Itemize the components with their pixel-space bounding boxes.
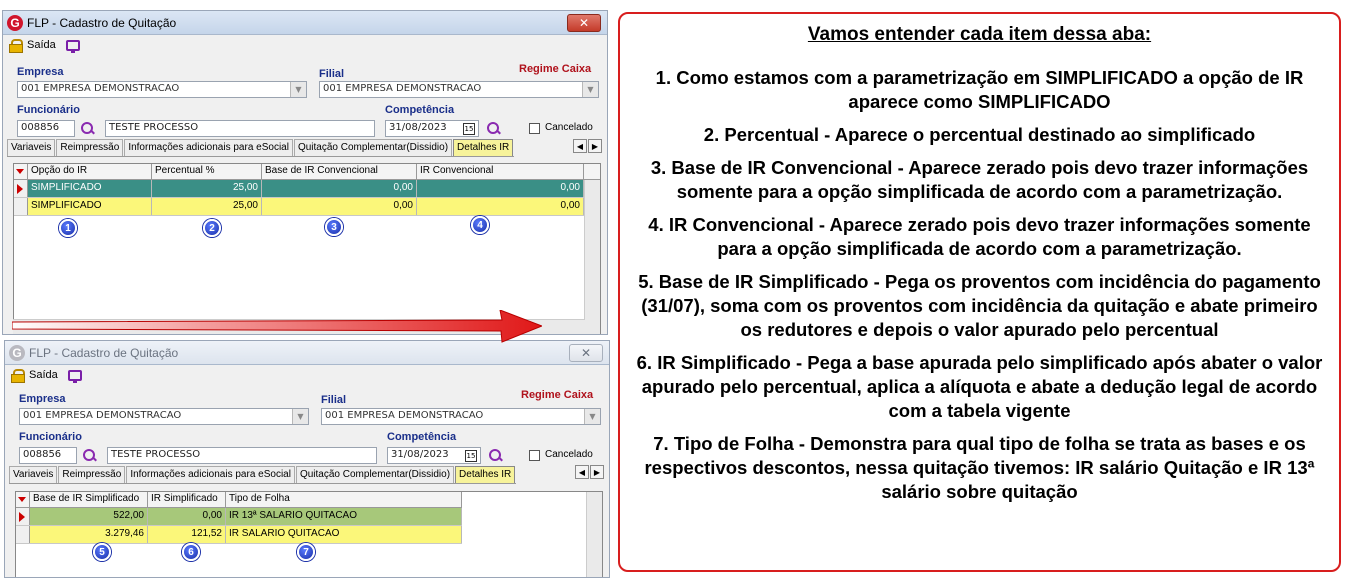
tab-variaveis[interactable]: Variaveis (7, 139, 55, 156)
cancelado-checkbox[interactable] (529, 450, 540, 461)
tab-quitacao-complementar[interactable]: Quitação Complementar(Dissidio) (296, 466, 454, 483)
col-base-ir-simplificado[interactable]: Base de IR Simplificado (30, 492, 148, 507)
chevron-right-icon[interactable]: ▶ (588, 139, 602, 153)
cell-opcao[interactable]: SIMPLIFICADO (28, 198, 152, 215)
filial-value: 001 EMPRESA DEMONSTRACAO (323, 83, 482, 94)
callout-heading: Vamos entender cada item dessa aba: (807, 24, 1152, 45)
competencia-field[interactable]: 31/08/2023 (385, 120, 479, 137)
callout-item-2: 2. Percentual - Aparece o percentual destinado ao simplificado (703, 124, 1256, 145)
tab-quitacao-complementar[interactable]: Quitação Complementar(Dissidio) (294, 139, 452, 156)
row-indicator-icon (14, 180, 28, 197)
row-indicator (14, 198, 28, 215)
app-logo-icon: G (7, 15, 23, 31)
window-title: FLP - Cadastro de Quitação (29, 345, 179, 360)
row-indicator (16, 526, 30, 543)
cell-percentual[interactable]: 25,00 (152, 198, 262, 215)
cancelado-checkbox[interactable] (529, 123, 540, 134)
search-icon[interactable] (489, 449, 503, 463)
competencia-field[interactable]: 31/08/2023 (387, 447, 481, 464)
calendar-icon[interactable]: 15 (464, 125, 474, 133)
ir-grid-bottom (15, 491, 603, 578)
cell-opcao[interactable]: SIMPLIFICADO (28, 180, 152, 197)
tab-bar (7, 139, 514, 157)
close-button[interactable]: ✕ (569, 344, 603, 362)
table-row[interactable] (16, 526, 462, 544)
grid-header (14, 164, 600, 180)
toolbar (3, 35, 607, 55)
quitacao-window-top (2, 10, 608, 335)
vertical-scrollbar[interactable] (584, 180, 600, 335)
filial-label: Filial (321, 394, 347, 406)
tab-scroll (575, 465, 604, 479)
funcionario-label: Funcionário (17, 104, 80, 116)
competencia-label: Competência (387, 431, 457, 443)
row-indicator-icon (16, 508, 30, 525)
funcionario-code-field[interactable]: 008856 (19, 447, 77, 464)
lock-icon[interactable] (11, 369, 23, 381)
table-row[interactable] (14, 180, 600, 198)
quitacao-window-bottom (4, 340, 610, 578)
callout-item-7: 7. Tipo de Folha - Demonstra para qual tipo de folha se trata as bases e os respectivos descontos, nessa quitação tivemos: IR salário Quitação e IR 13ª salário sobre quitação (644, 433, 1315, 502)
col-tipo-folha[interactable]: Tipo de Folha (226, 492, 462, 507)
saida-button[interactable]: Saída (27, 39, 56, 51)
tab-scroll (573, 139, 602, 153)
table-row[interactable] (16, 508, 462, 526)
sort-indicator-icon (16, 492, 30, 507)
badge-6: 6 (182, 543, 200, 561)
badge-5: 5 (93, 543, 111, 561)
col-opcao-ir[interactable]: Opção do IR (28, 164, 152, 179)
sort-indicator-icon (14, 164, 28, 179)
grid-header (16, 492, 462, 508)
callout-item-6: 6. IR Simplificado - Pega a base apurada pelo simplificado após abater o valor apurado pelo percentual, aplica a alíquota e abate a dedução legal de acordo com a tabela vigente (636, 352, 1323, 421)
chevron-down-icon[interactable]: ▼ (584, 409, 600, 424)
search-icon[interactable] (83, 449, 97, 463)
cell-base-convencional[interactable]: 0,00 (262, 198, 417, 215)
cell-tipo-folha[interactable]: IR 13ª SALARIO QUITACAO (226, 508, 462, 525)
chevron-down-icon[interactable]: ▼ (582, 82, 598, 97)
cell-ir-simplificado[interactable]: 0,00 (148, 508, 226, 525)
red-arrow-icon (12, 310, 542, 344)
badge-1: 1 (59, 219, 77, 237)
chevron-right-icon[interactable]: ▶ (590, 465, 604, 479)
table-row[interactable] (14, 198, 600, 216)
tab-reimpressao[interactable]: Reimpressão (58, 466, 125, 483)
cell-ir-simplificado[interactable]: 121,52 (148, 526, 226, 543)
tab-detalhes-ir[interactable]: Detalhes IR (455, 466, 515, 483)
calendar-icon[interactable]: 15 (466, 452, 476, 460)
chevron-left-icon[interactable]: ◀ (573, 139, 587, 153)
cell-tipo-folha[interactable]: IR SALARIO QUITACAO (226, 526, 462, 543)
cell-base-simplificado[interactable]: 3.279,46 (30, 526, 148, 543)
monitor-icon[interactable] (68, 370, 82, 381)
regime-caixa-label: Regime Caixa (519, 63, 592, 75)
chevron-left-icon[interactable]: ◀ (575, 465, 589, 479)
empresa-select[interactable] (19, 408, 309, 425)
callout-item-5: 5. Base de IR Simplificado - Pega os proventos com incidência do pagamento (31/07), soma com os proventos com incidência da quitação e abate primeiro os redutores e depois o valor apurado pelo percentual (638, 271, 1321, 340)
filial-value: 001 EMPRESA DEMONSTRACAO (325, 410, 484, 421)
window-title: FLP - Cadastro de Quitação (27, 15, 177, 30)
filial-select[interactable] (319, 81, 599, 98)
callout-item-3: 3. Base de IR Convencional - Aparece zerado pois devo trazer informações somente para a opção simplificada de acordo com a parametrização. (650, 157, 1309, 202)
chevron-down-icon[interactable]: ▼ (290, 82, 306, 97)
funcionario-name-field[interactable]: TESTE PROCESSO (107, 447, 377, 464)
badge-3: 3 (325, 218, 343, 236)
cancelado-label: Cancelado (545, 122, 593, 133)
col-ir-convencional[interactable]: IR Convencional (417, 164, 584, 179)
empresa-label: Empresa (19, 393, 66, 405)
vertical-scrollbar[interactable] (586, 492, 602, 578)
funcionario-label: Funcionário (19, 431, 82, 443)
competencia-label: Competência (385, 104, 455, 116)
callout-item-4: 4. IR Convencional - Aparece zerado pois devo trazer informações somente para a opção simplificada de acordo com a parametrização. (648, 214, 1311, 259)
empresa-value: 001 EMPRESA DEMONSTRACAO (21, 83, 180, 94)
cell-ir-convencional[interactable]: 0,00 (417, 180, 584, 197)
cell-percentual[interactable]: 25,00 (152, 180, 262, 197)
explanation-callout (618, 12, 1341, 572)
callout-item-1: 1. Como estamos com a parametrização em SIMPLIFICADO a opção de IR aparece como SIMPLIFICADO (655, 67, 1304, 112)
col-ir-simplificado[interactable]: IR Simplificado (148, 492, 226, 507)
empresa-select[interactable] (17, 81, 307, 98)
filial-label: Filial (319, 68, 345, 80)
badge-4: 4 (471, 216, 489, 234)
filial-select[interactable] (321, 408, 601, 425)
cell-base-convencional[interactable]: 0,00 (262, 180, 417, 197)
app-logo-icon: G (9, 345, 25, 361)
cell-ir-convencional[interactable]: 0,00 (417, 198, 584, 215)
tab-variaveis[interactable]: Variaveis (9, 466, 57, 483)
close-button[interactable]: ✕ (567, 14, 601, 32)
col-base-ir-convencional[interactable]: Base de IR Convencional (262, 164, 417, 179)
tab-info-esocial[interactable]: Informações adicionais para eSocial (124, 139, 293, 156)
badge-2: 2 (203, 219, 221, 237)
empresa-value: 001 EMPRESA DEMONSTRACAO (23, 410, 182, 421)
toolbar (5, 365, 609, 385)
lock-icon[interactable] (9, 39, 21, 51)
search-icon[interactable] (81, 122, 95, 136)
tab-reimpressao[interactable]: Reimpressão (56, 139, 123, 156)
empresa-label: Empresa (17, 66, 64, 78)
funcionario-name-field[interactable]: TESTE PROCESSO (105, 120, 375, 137)
titlebar (3, 11, 607, 35)
tab-info-esocial[interactable]: Informações adicionais para eSocial (126, 466, 295, 483)
regime-caixa-label: Regime Caixa (521, 389, 594, 401)
tab-bar (9, 466, 516, 484)
badge-7: 7 (297, 543, 315, 561)
funcionario-code-field[interactable]: 008856 (17, 120, 75, 137)
cell-base-simplificado[interactable]: 522,00 (30, 508, 148, 525)
monitor-icon[interactable] (66, 40, 80, 51)
saida-button[interactable]: Saída (29, 369, 58, 381)
col-percentual[interactable]: Percentual % (152, 164, 262, 179)
tab-detalhes-ir[interactable]: Detalhes IR (453, 139, 513, 156)
titlebar (5, 341, 609, 365)
chevron-down-icon[interactable]: ▼ (292, 409, 308, 424)
cancelado-label: Cancelado (545, 449, 593, 460)
search-icon[interactable] (487, 122, 501, 136)
